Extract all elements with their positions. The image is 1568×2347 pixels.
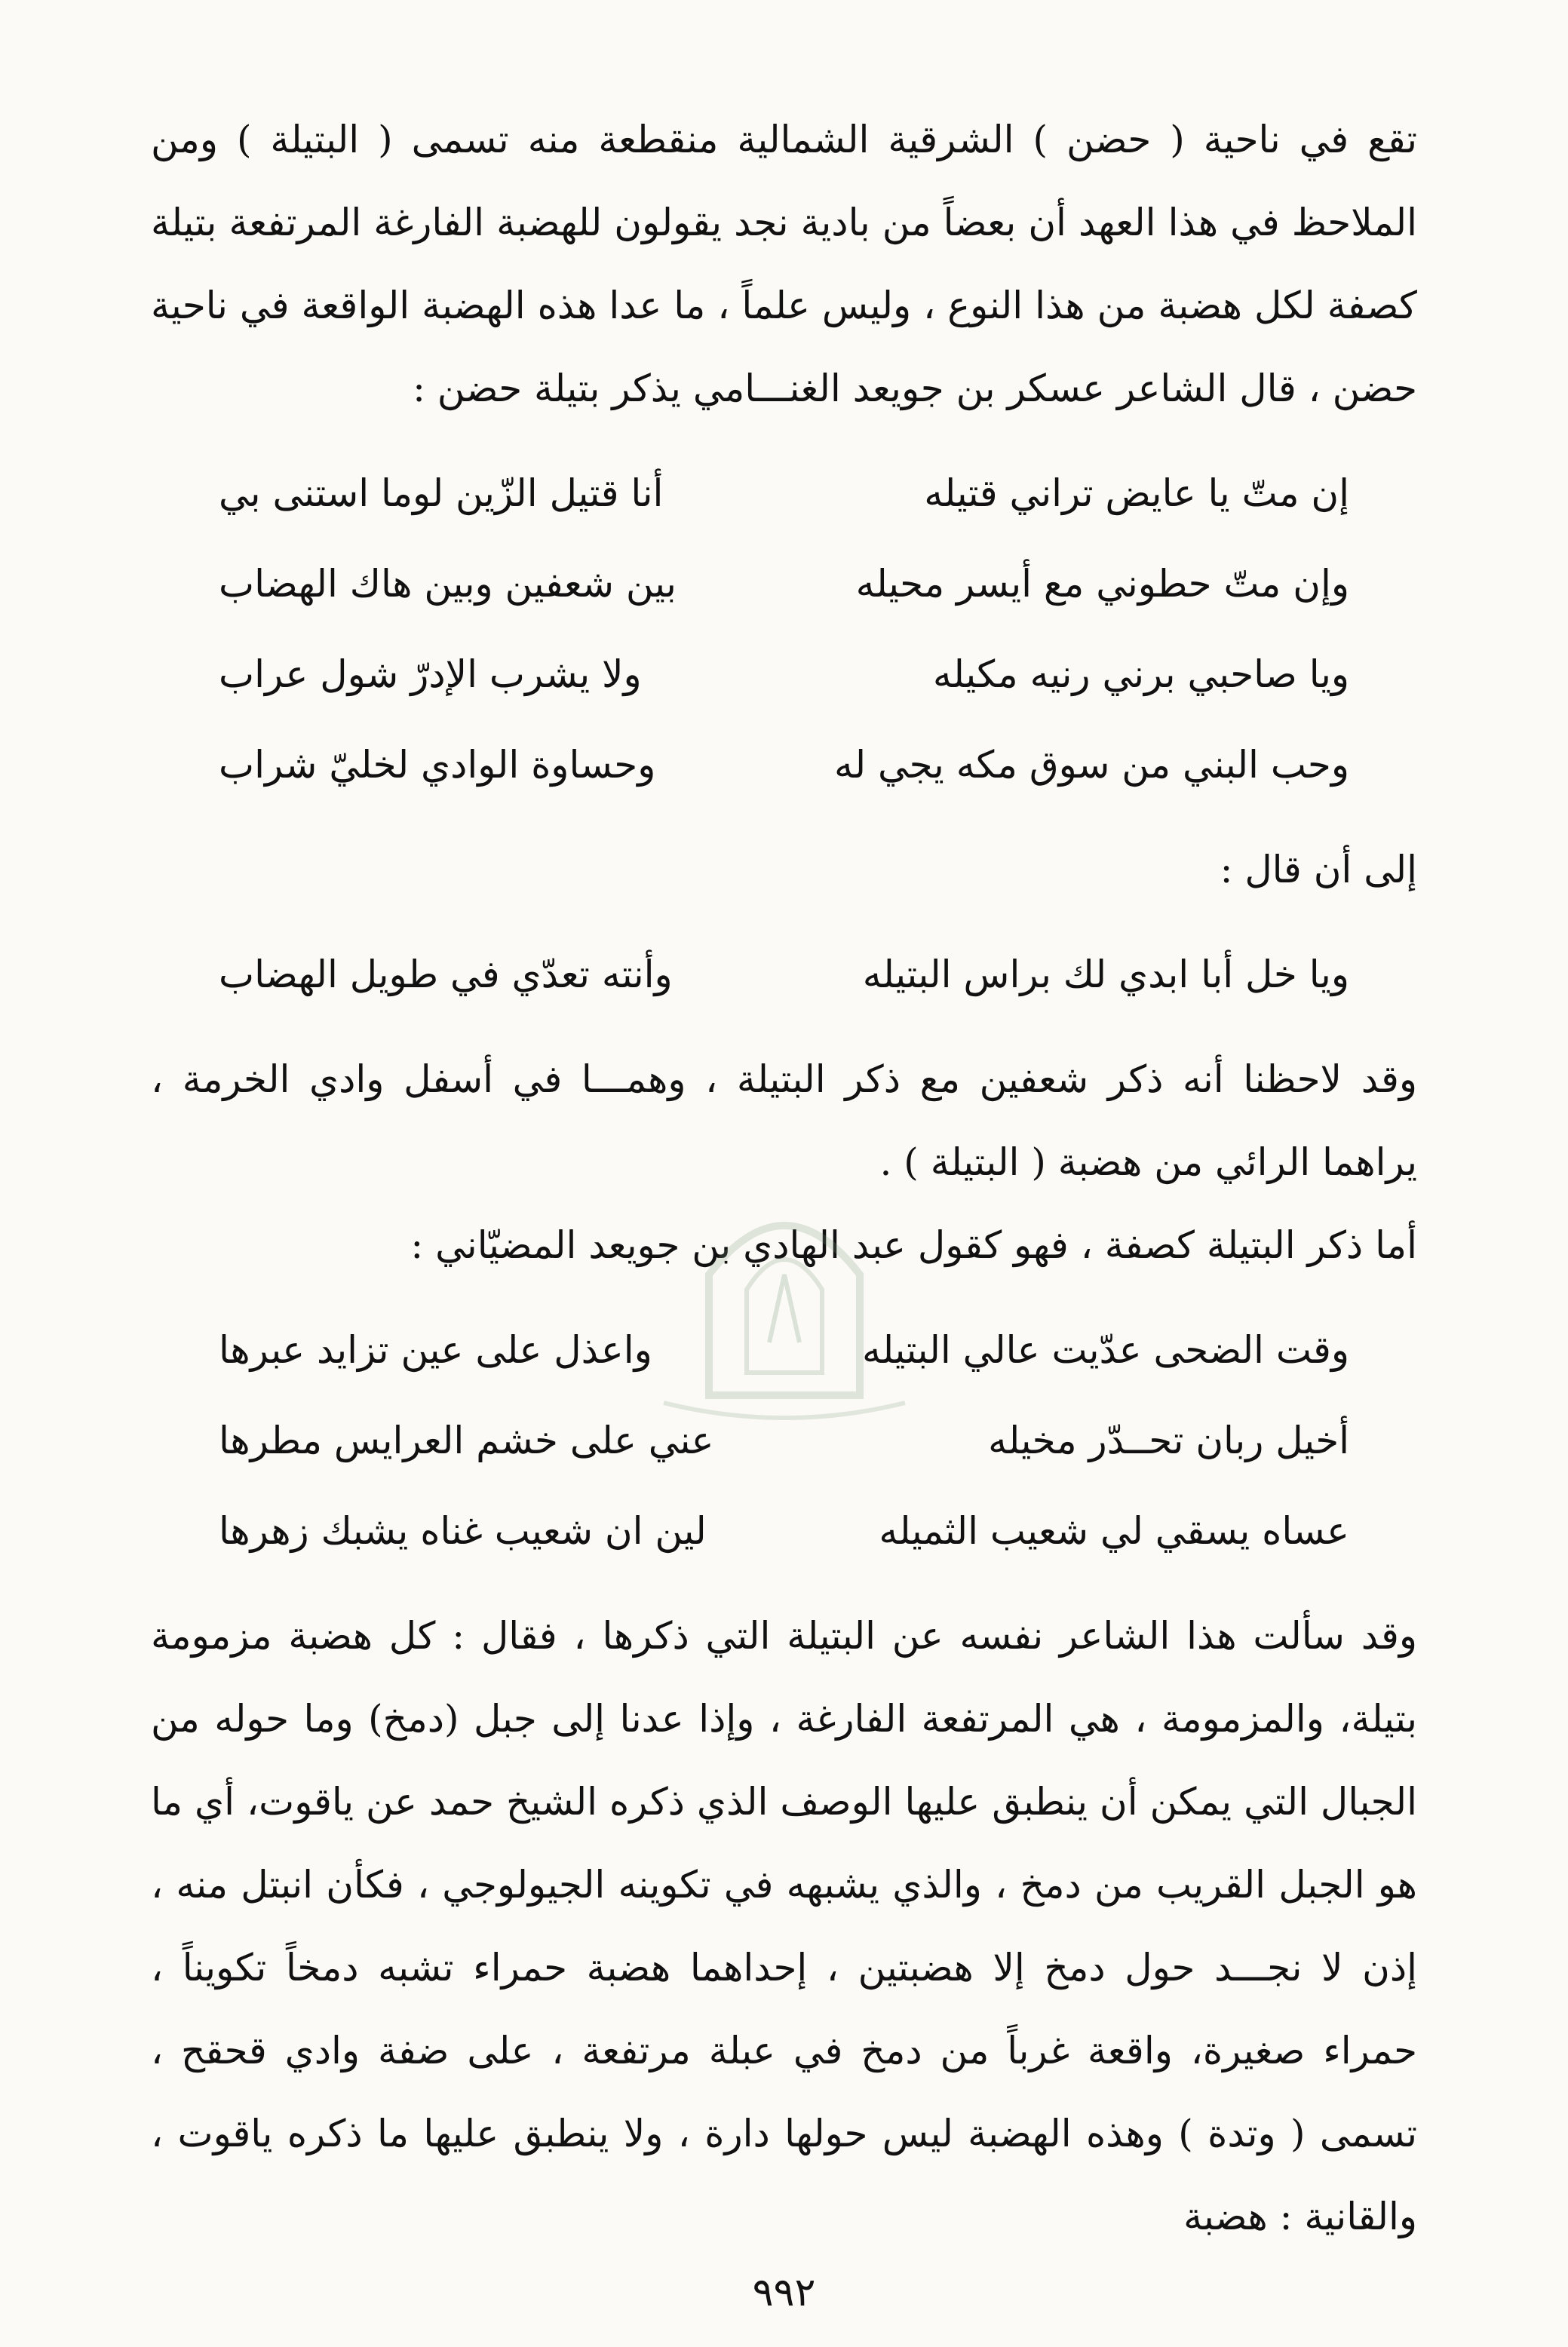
verse-hemistich-second: وأنته تعدّي في طويل الهضاب (219, 953, 673, 996)
paragraph-intro: تقع في ناحية ( حضن ) الشرقية الشمالية منقطعة منه تسمى ( البتيلة ) ومن الملاحظ في هذا العهد أن بعضاً من بادية نجد يقولون للهضبة الفارغة المرتفعة بتيلة كصفة لكل هضبة من هذا النوع ، وليس علماً ، ما عدا هذه الهضبة الواقعة في ناحية حضن ، قال الشاعر عسكر بن جويعد الغنـــامي يذكر بتيلة حضن : (151, 118, 1417, 410)
poem-askar-continued (219, 929, 1349, 1020)
verse-line (219, 629, 1349, 719)
paragraph-shaafain: وقد لاحظنا أنه ذكر شعفين مع ذكر البتيلة ، وهمـــا في أسفل وادي الخرمة ، يراهما الرائي من هضبة ( البتيلة ) . (151, 1057, 1417, 1184)
verse-hemistich-first: وحب البني من سوق مكه يجي له (834, 743, 1349, 787)
verse-line (219, 1305, 1349, 1395)
verse-line (219, 538, 1349, 629)
verse-hemistich-first: وقت الضحى عدّيت عالي البتيله (862, 1328, 1349, 1372)
verse-hemistich-second: بين شعفين وبين هاك الهضاب (219, 562, 677, 606)
verse-line (219, 448, 1349, 538)
verse-hemistich-first: أخيل ربان تحــدّر مخيله (988, 1419, 1349, 1462)
paragraph-as-adjective: أما ذكر البتيلة كصفة ، فهو كقول عبد الهادي بن جويعد المضيّاني : (410, 1223, 1417, 1267)
book-page (151, 98, 1417, 2258)
poem-askar (219, 448, 1349, 810)
verse-line (219, 1395, 1349, 1486)
page-number: ٩٩٢ (752, 2270, 816, 2315)
verse-hemistich-first: ويا خل أبا ابدي لك براس البتيله (862, 953, 1349, 996)
paragraph-dimakh: وقد سألت هذا الشاعر نفسه عن البتيلة التي ذكرها ، فقال : كل هضبة مزمومة بتيلة، والمزمومة ، هي المرتفعة الفارغة ، وإذا عدنا إلى جبل (دمخ) وما حوله من الجبال التي يمكن أن ينطبق عليها الوصف الذي ذكره الشيخ حمد عن ياقوت، أي ما هو الجبل القريب من دمخ ، والذي يشبهه في تكوينه الجيولوجي ، فكأن انبتل منه ، إذن لا نجـــد حول دمخ إلا هضبتين ، إحداهما هضبة حمراء تشبه دمخاً تكويناً ، حمراء صغيرة، واقعة غرباً من دمخ في عبلة مرتفعة ، على ضفة وادي قحقح ، تسمى ( وتدة ) وهذه الهضبة ليس حولها دارة ، ولا ينطبق عليها ما ذكره ياقوت ، والقانية : هضبة (151, 1614, 1418, 2238)
verse-hemistich-first: إن متّ يا عايض تراني قتيله (924, 471, 1349, 515)
verse-line (219, 719, 1349, 810)
verse-hemistich-first: ويا صاحبي برني رنيه مكيله (932, 652, 1349, 696)
verse-hemistich-second: واعذل على عين تزايد عبرها (219, 1328, 652, 1372)
verse-hemistich-second: ولا يشرب الإدرّ شول عراب (219, 652, 642, 696)
poem-abdulhadi (219, 1305, 1349, 1576)
verse-hemistich-second: عني على خشم العرايس مطرها (219, 1419, 714, 1462)
verse-hemistich-second: أنا قتيل الزّين لوما استنى بي (219, 471, 664, 515)
verse-line (219, 929, 1349, 1020)
verse-hemistich-second: لين ان شعيب غناه يشبك زهرها (219, 1509, 707, 1553)
verse-hemistich-first: وإن متّ حطوني مع أيسر محيله (855, 562, 1349, 606)
verse-hemistich-first: عساه يسقي لي شعيب الثميله (879, 1509, 1349, 1553)
verse-line (219, 1486, 1349, 1576)
paragraph-until-he-said: إلى أن قال : (1220, 848, 1417, 891)
verse-hemistich-second: وحساوة الوادي لخليّ شراب (219, 743, 656, 787)
